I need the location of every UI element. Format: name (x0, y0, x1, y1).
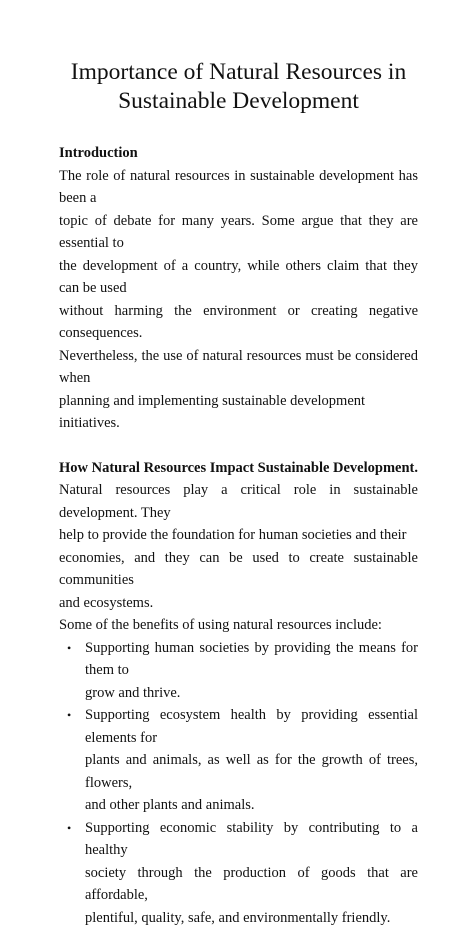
paragraph-line: planning and implementing sustainable development initiatives. (59, 390, 418, 435)
list-item (85, 637, 418, 705)
paragraph-line: Some of the benefits of using natural resources include: (59, 614, 418, 637)
section-introduction (59, 142, 418, 435)
spacer (59, 116, 418, 142)
paragraph-line: topic of debate for many years. Some argue that they are essential to (59, 210, 418, 255)
title-line: Importance of Natural Resources in (59, 58, 418, 87)
impact-paragraph (59, 479, 418, 614)
list-item-line: and other plants and animals. (85, 794, 418, 817)
section-impact (59, 457, 418, 929)
section-heading: Introduction (59, 142, 418, 165)
list-item-line: Supporting ecosystem health by providing essential elements for (85, 704, 418, 749)
paragraph-line: Nevertheless, the use of natural resources must be considered when (59, 345, 418, 390)
paragraph-line: the development of a country, while others claim that they can be used (59, 255, 418, 300)
list-item (85, 817, 418, 929)
section-heading: How Natural Resources Impact Sustainable Development. (59, 457, 418, 480)
paragraph-line: Natural resources play a critical role in sustainable development. They (59, 479, 418, 524)
list-item-line: Supporting human societies by providing the means for them to (85, 637, 418, 682)
paragraph-line: help to provide the foundation for human societies and their (59, 524, 418, 547)
bullet-icon: • (67, 704, 71, 727)
list-item-line: Supporting economic stability by contributing to a healthy (85, 817, 418, 862)
paragraph-line: economies, and they can be used to create sustainable communities (59, 547, 418, 592)
list-item-line: grow and thrive. (85, 682, 418, 705)
list-intro (59, 614, 418, 637)
paragraph-line: without harming the environment or creating negative consequences. (59, 300, 418, 345)
bullet-icon: • (67, 817, 71, 840)
spacer (59, 435, 418, 457)
list-item-line: plentiful, quality, safe, and environmentally friendly. (85, 907, 418, 929)
list-item-line: plants and animals, as well as for the growth of trees, flowers, (85, 749, 418, 794)
document-title (59, 58, 418, 116)
title-line: Sustainable Development (59, 87, 418, 116)
list-item-line: society through the production of goods that are affordable, (85, 862, 418, 907)
list-item (85, 704, 418, 817)
benefits-list (59, 637, 418, 929)
paragraph-line: and ecosystems. (59, 592, 418, 615)
intro-paragraph (59, 165, 418, 435)
bullet-icon: • (67, 637, 71, 660)
paragraph-line: The role of natural resources in sustainable development has been a (59, 165, 418, 210)
